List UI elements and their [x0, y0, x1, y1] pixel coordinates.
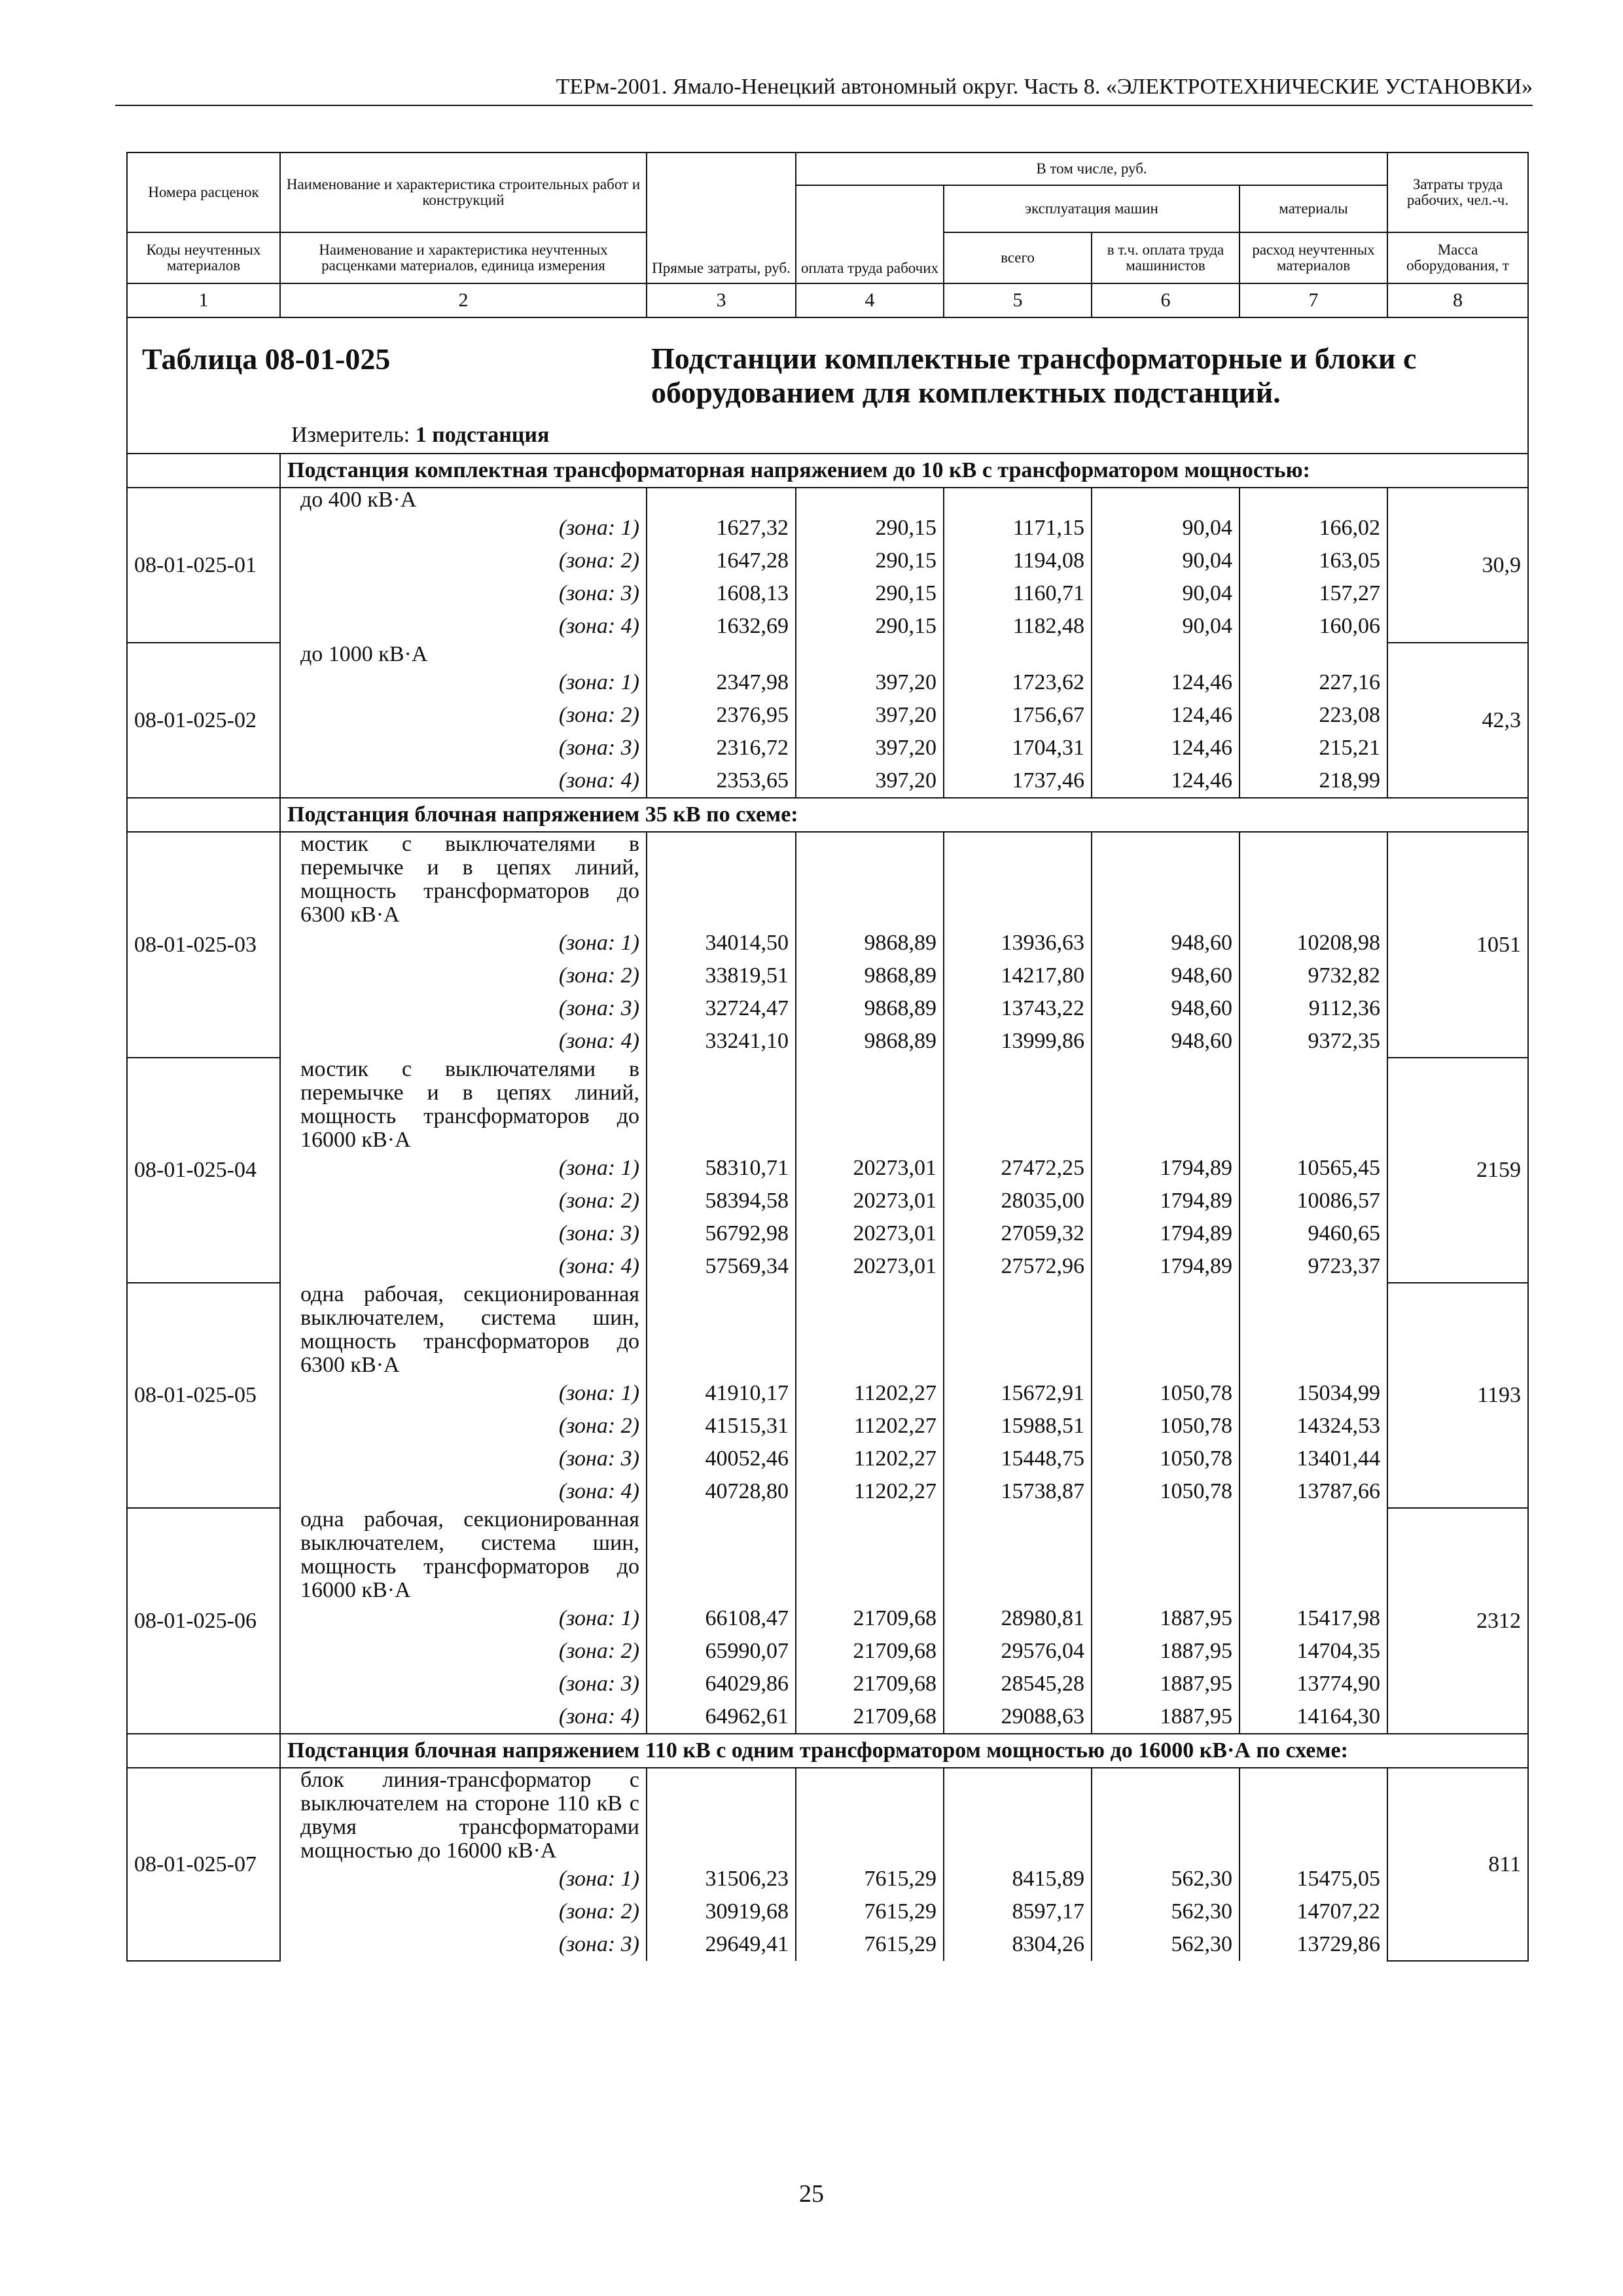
zone-label: (зона: 2): [280, 1635, 647, 1668]
materials-header: материалы: [1240, 185, 1387, 232]
value-cell: 14164,30: [1240, 1700, 1387, 1734]
zone-label: (зона: 4): [280, 1250, 647, 1283]
value-cell: 58394,58: [647, 1185, 796, 1217]
value-cell: 64029,86: [647, 1668, 796, 1700]
empty-cell: [944, 1508, 1092, 1602]
col-number: 7: [1240, 283, 1387, 317]
col-number: 3: [647, 283, 796, 317]
labor-cost: 811: [1387, 1768, 1528, 1961]
rate-name: мостик с выключателями в перемычке и в цепях линий, мощность трансформаторов до 16000 кВ·А: [280, 1058, 647, 1152]
value-cell: 1794,89: [1092, 1250, 1240, 1283]
empty-cell: [944, 832, 1092, 927]
value-cell: 56792,98: [647, 1217, 796, 1250]
value-cell: 1182,48: [944, 610, 1092, 643]
zone-label: (зона: 2): [280, 960, 647, 992]
empty-cell: [647, 1508, 796, 1602]
price-table: [126, 152, 1529, 1962]
value-cell: 21709,68: [796, 1668, 944, 1700]
value-cell: 1723,62: [944, 666, 1092, 699]
value-cell: 9372,35: [1240, 1025, 1387, 1058]
rate-code: 08-01-025-05: [127, 1283, 280, 1508]
value-cell: 66108,47: [647, 1602, 796, 1635]
table-meter: [291, 423, 549, 448]
value-cell: 27059,32: [944, 1217, 1092, 1250]
value-cell: 948,60: [1092, 960, 1240, 992]
value-cell: 11202,27: [796, 1377, 944, 1410]
labor-cost: 30,9: [1387, 488, 1528, 643]
value-cell: 160,06: [1240, 610, 1387, 643]
empty-cell: [1240, 1768, 1387, 1863]
value-cell: 65990,07: [647, 1635, 796, 1668]
value-cell: 124,46: [1092, 764, 1240, 798]
value-cell: 1756,67: [944, 699, 1092, 732]
rate-name: блок линия-трансформатор с выключателем на стороне 110 кВ с двумя трансформаторами мощностью до 16000 кВ·А: [280, 1768, 647, 1863]
value-cell: 948,60: [1092, 927, 1240, 960]
empty-cell: [944, 1283, 1092, 1377]
value-cell: 227,16: [1240, 666, 1387, 699]
value-cell: 397,20: [796, 732, 944, 764]
empty-cell: [1240, 488, 1387, 512]
zone-label: (зона: 2): [280, 699, 647, 732]
zone-label: (зона: 4): [280, 1025, 647, 1058]
value-cell: 11202,27: [796, 1475, 944, 1508]
value-cell: 215,21: [1240, 732, 1387, 764]
empty-cell: [1240, 1283, 1387, 1377]
value-cell: 290,15: [796, 545, 944, 577]
value-cell: 90,04: [1092, 610, 1240, 643]
value-cell: 14217,80: [944, 960, 1092, 992]
empty-cell: [944, 643, 1092, 666]
value-cell: 15988,51: [944, 1410, 1092, 1443]
empty-cell: [944, 488, 1092, 512]
zone-label: (зона: 1): [280, 927, 647, 960]
empty-cell: [796, 1768, 944, 1863]
value-cell: 14704,35: [1240, 1635, 1387, 1668]
value-cell: 1887,95: [1092, 1602, 1240, 1635]
value-cell: 32724,47: [647, 992, 796, 1025]
value-cell: 1160,71: [944, 577, 1092, 610]
value-cell: 2347,98: [647, 666, 796, 699]
empty-cell: [1240, 832, 1387, 927]
section-title: Подстанция блочная напряжением 110 кВ с одним трансформатором мощностью до 16000 кВ·А по схеме:: [280, 1734, 1528, 1768]
value-cell: 14707,22: [1240, 1895, 1387, 1928]
empty-cell: [796, 1508, 944, 1602]
value-cell: 1704,31: [944, 732, 1092, 764]
value-cell: 2353,65: [647, 764, 796, 798]
value-cell: 1737,46: [944, 764, 1092, 798]
empty-cell: [647, 1283, 796, 1377]
empty-cell: [1092, 1768, 1240, 1863]
value-cell: 948,60: [1092, 1025, 1240, 1058]
rate-name: одна рабочая, секционированная выключателем, система шин, мощность трансформаторов до 6300 кВ·А: [280, 1283, 647, 1377]
value-cell: 1050,78: [1092, 1475, 1240, 1508]
value-cell: 21709,68: [796, 1700, 944, 1734]
zone-label: (зона: 2): [280, 1410, 647, 1443]
value-cell: 1050,78: [1092, 1377, 1240, 1410]
value-cell: 9732,82: [1240, 960, 1387, 992]
value-cell: 15417,98: [1240, 1602, 1387, 1635]
rate-code: 08-01-025-03: [127, 832, 280, 1058]
zone-label: (зона: 4): [280, 764, 647, 798]
value-cell: 90,04: [1092, 545, 1240, 577]
col7-header: расход неучтенных материалов: [1240, 232, 1387, 283]
rate-name: одна рабочая, секционированная выключателем, система шин, мощность трансформаторов до 16000 кВ·А: [280, 1508, 647, 1602]
empty-cell: [1092, 643, 1240, 666]
value-cell: 29088,63: [944, 1700, 1092, 1734]
value-cell: 33819,51: [647, 960, 796, 992]
value-cell: 9112,36: [1240, 992, 1387, 1025]
value-cell: 13999,86: [944, 1025, 1092, 1058]
col8-header-bottom: Масса оборудования, т: [1387, 232, 1528, 283]
table-name: Подстанции комплектные трансформаторные и блоки с оборудованием для комплектных подстанций.: [651, 342, 1417, 409]
value-cell: 562,30: [1092, 1863, 1240, 1895]
value-cell: 562,30: [1092, 1928, 1240, 1961]
rate-code: 08-01-025-04: [127, 1058, 280, 1283]
col2-header-bottom: Наименование и характеристика неучтенных расценками материалов, единица измерения: [280, 232, 647, 283]
value-cell: 218,99: [1240, 764, 1387, 798]
rate-code: 08-01-025-01: [127, 488, 280, 643]
col-number: 1: [127, 283, 280, 317]
section-title: Подстанция блочная напряжением 35 кВ по схеме:: [280, 798, 1528, 832]
value-cell: 27572,96: [944, 1250, 1092, 1283]
meter-value: 1 подстанция: [415, 423, 550, 447]
meter-label: Измеритель:: [291, 423, 410, 447]
zone-label: (зона: 4): [280, 1475, 647, 1508]
zone-label: (зона: 3): [280, 1928, 647, 1961]
empty-cell: [647, 643, 796, 666]
value-cell: 1171,15: [944, 512, 1092, 545]
value-cell: 58310,71: [647, 1152, 796, 1185]
value-cell: 15738,87: [944, 1475, 1092, 1508]
table-title-block: [127, 317, 1528, 454]
value-cell: 90,04: [1092, 512, 1240, 545]
value-cell: 9460,65: [1240, 1217, 1387, 1250]
page-number: 25: [799, 2180, 824, 2208]
value-cell: 30919,68: [647, 1895, 796, 1928]
zone-label: (зона: 4): [280, 1700, 647, 1734]
value-cell: 124,46: [1092, 666, 1240, 699]
value-cell: 8597,17: [944, 1895, 1092, 1928]
col-number: 5: [944, 283, 1092, 317]
value-cell: 10208,98: [1240, 927, 1387, 960]
value-cell: 34014,50: [647, 927, 796, 960]
value-cell: 948,60: [1092, 992, 1240, 1025]
value-cell: 15672,91: [944, 1377, 1092, 1410]
rate-name: мостик с выключателями в перемычке и в цепях линий, мощность трансформаторов до 6300 кВ·А: [280, 832, 647, 927]
value-cell: 90,04: [1092, 577, 1240, 610]
value-cell: 41515,31: [647, 1410, 796, 1443]
col3-header: Прямые затраты, руб.: [647, 152, 796, 283]
table-number: Таблица 08-01-025: [142, 342, 391, 376]
rate-code: 08-01-025-06: [127, 1508, 280, 1734]
empty-cell: [647, 832, 796, 927]
zone-label: (зона: 1): [280, 1377, 647, 1410]
value-cell: 223,08: [1240, 699, 1387, 732]
empty-cell: [1092, 1283, 1240, 1377]
rate-code: 08-01-025-02: [127, 643, 280, 798]
value-cell: 9868,89: [796, 992, 944, 1025]
value-cell: 11202,27: [796, 1443, 944, 1475]
value-cell: 1632,69: [647, 610, 796, 643]
incl-header: В том числе, руб.: [796, 152, 1387, 185]
col-number: 6: [1092, 283, 1240, 317]
value-cell: 10086,57: [1240, 1185, 1387, 1217]
col5-header: всего: [944, 232, 1092, 283]
rate-name: до 400 кВ·А: [280, 488, 647, 512]
value-cell: 20273,01: [796, 1217, 944, 1250]
value-cell: 15034,99: [1240, 1377, 1387, 1410]
value-cell: 562,30: [1092, 1895, 1240, 1928]
value-cell: 21709,68: [796, 1602, 944, 1635]
value-cell: 13743,22: [944, 992, 1092, 1025]
value-cell: 9868,89: [796, 927, 944, 960]
value-cell: 397,20: [796, 699, 944, 732]
empty-cell: [944, 1058, 1092, 1152]
zone-label: (зона: 3): [280, 992, 647, 1025]
value-cell: 8415,89: [944, 1863, 1092, 1895]
value-cell: 9723,37: [1240, 1250, 1387, 1283]
value-cell: 28980,81: [944, 1602, 1092, 1635]
value-cell: 1194,08: [944, 545, 1092, 577]
empty-cell: [796, 1283, 944, 1377]
value-cell: 15475,05: [1240, 1863, 1387, 1895]
value-cell: 28035,00: [944, 1185, 1092, 1217]
value-cell: 13936,63: [944, 927, 1092, 960]
empty-cell: [944, 1768, 1092, 1863]
value-cell: 290,15: [796, 512, 944, 545]
empty-cell: [796, 1058, 944, 1152]
value-cell: 31506,23: [647, 1863, 796, 1895]
zone-label: (зона: 3): [280, 1668, 647, 1700]
value-cell: 1887,95: [1092, 1700, 1240, 1734]
value-cell: 9868,89: [796, 1025, 944, 1058]
zone-label: (зона: 3): [280, 1443, 647, 1475]
section-spacer: [127, 798, 280, 832]
section-title: Подстанция комплектная трансформаторная напряжением до 10 кВ с трансформатором мощностью:: [280, 454, 1528, 488]
empty-cell: [796, 488, 944, 512]
value-cell: 13774,90: [1240, 1668, 1387, 1700]
value-cell: 28545,28: [944, 1668, 1092, 1700]
empty-cell: [1092, 1508, 1240, 1602]
zone-label: (зона: 1): [280, 1152, 647, 1185]
value-cell: 15448,75: [944, 1443, 1092, 1475]
value-cell: 13787,66: [1240, 1475, 1387, 1508]
section-spacer: [127, 454, 280, 488]
value-cell: 7615,29: [796, 1895, 944, 1928]
value-cell: 64962,61: [647, 1700, 796, 1734]
value-cell: 397,20: [796, 666, 944, 699]
machines-header: эксплуатация машин: [944, 185, 1240, 232]
value-cell: 1794,89: [1092, 1152, 1240, 1185]
value-cell: 20273,01: [796, 1250, 944, 1283]
col6-header: в т.ч. оплата труда машинистов: [1092, 232, 1240, 283]
zone-label: (зона: 2): [280, 1185, 647, 1217]
value-cell: 40052,46: [647, 1443, 796, 1475]
value-cell: 40728,80: [647, 1475, 796, 1508]
col-number: 4: [796, 283, 944, 317]
empty-cell: [647, 1058, 796, 1152]
zone-label: (зона: 2): [280, 1895, 647, 1928]
zone-label: (зона: 2): [280, 545, 647, 577]
value-cell: 14324,53: [1240, 1410, 1387, 1443]
labor-cost: 1193: [1387, 1283, 1528, 1508]
section-spacer: [127, 1734, 280, 1768]
value-cell: 41910,17: [647, 1377, 796, 1410]
empty-cell: [796, 643, 944, 666]
value-cell: 29576,04: [944, 1635, 1092, 1668]
zone-label: (зона: 3): [280, 577, 647, 610]
col-number: 2: [280, 283, 647, 317]
value-cell: 20273,01: [796, 1185, 944, 1217]
empty-cell: [796, 832, 944, 927]
zone-label: (зона: 3): [280, 1217, 647, 1250]
header-text: ТЕРм-2001. Ямало-Ненецкий автономный округ. Часть 8. «ЭЛЕКТРОТЕХНИЧЕСКИЕ УСТАНОВКИ»: [556, 75, 1533, 99]
value-cell: 290,15: [796, 610, 944, 643]
col1-header-bottom: Коды неучтенных материалов: [127, 232, 280, 283]
value-cell: 7615,29: [796, 1863, 944, 1895]
value-cell: 1627,32: [647, 512, 796, 545]
empty-cell: [1240, 1058, 1387, 1152]
zone-label: (зона: 3): [280, 732, 647, 764]
value-cell: 1050,78: [1092, 1410, 1240, 1443]
zone-label: (зона: 1): [280, 512, 647, 545]
value-cell: 1647,28: [647, 545, 796, 577]
labor-cost: 1051: [1387, 832, 1528, 1058]
value-cell: 27472,25: [944, 1152, 1092, 1185]
value-cell: 8304,26: [944, 1928, 1092, 1961]
value-cell: 163,05: [1240, 545, 1387, 577]
value-cell: 13401,44: [1240, 1443, 1387, 1475]
value-cell: 9868,89: [796, 960, 944, 992]
value-cell: 10565,45: [1240, 1152, 1387, 1185]
value-cell: 290,15: [796, 577, 944, 610]
running-header: [115, 71, 1533, 106]
value-cell: 33241,10: [647, 1025, 796, 1058]
empty-cell: [1240, 643, 1387, 666]
value-cell: 1608,13: [647, 577, 796, 610]
labor-cost: 42,3: [1387, 643, 1528, 798]
col2-header-top: Наименование и характеристика строительных работ и конструкций: [280, 152, 647, 232]
value-cell: 11202,27: [796, 1410, 944, 1443]
value-cell: 20273,01: [796, 1152, 944, 1185]
zone-label: (зона: 1): [280, 1863, 647, 1895]
col4-header: оплата труда рабочих: [796, 185, 944, 283]
value-cell: 21709,68: [796, 1635, 944, 1668]
labor-cost: 2159: [1387, 1058, 1528, 1283]
zone-label: (зона: 1): [280, 666, 647, 699]
value-cell: 124,46: [1092, 699, 1240, 732]
empty-cell: [1092, 1058, 1240, 1152]
value-cell: 2316,72: [647, 732, 796, 764]
empty-cell: [1092, 832, 1240, 927]
value-cell: 1887,95: [1092, 1635, 1240, 1668]
value-cell: 1794,89: [1092, 1217, 1240, 1250]
empty-cell: [647, 488, 796, 512]
empty-cell: [647, 1768, 796, 1863]
value-cell: 29649,41: [647, 1928, 796, 1961]
rate-name: до 1000 кВ·А: [280, 643, 647, 666]
value-cell: 7615,29: [796, 1928, 944, 1961]
value-cell: 1050,78: [1092, 1443, 1240, 1475]
value-cell: 124,46: [1092, 732, 1240, 764]
empty-cell: [1240, 1508, 1387, 1602]
value-cell: 13729,86: [1240, 1928, 1387, 1961]
rate-code: 08-01-025-07: [127, 1768, 280, 1961]
value-cell: 1794,89: [1092, 1185, 1240, 1217]
zone-label: (зона: 4): [280, 610, 647, 643]
value-cell: 2376,95: [647, 699, 796, 732]
labor-cost: 2312: [1387, 1508, 1528, 1734]
value-cell: 57569,34: [647, 1250, 796, 1283]
value-cell: 397,20: [796, 764, 944, 798]
value-cell: 1887,95: [1092, 1668, 1240, 1700]
col8-header-top: Затраты труда рабочих, чел.-ч.: [1387, 152, 1528, 232]
zone-label: (зона: 1): [280, 1602, 647, 1635]
value-cell: 157,27: [1240, 577, 1387, 610]
value-cell: 166,02: [1240, 512, 1387, 545]
empty-cell: [1092, 488, 1240, 512]
col1-header-top: Номера расценок: [127, 152, 280, 232]
col-number: 8: [1387, 283, 1528, 317]
